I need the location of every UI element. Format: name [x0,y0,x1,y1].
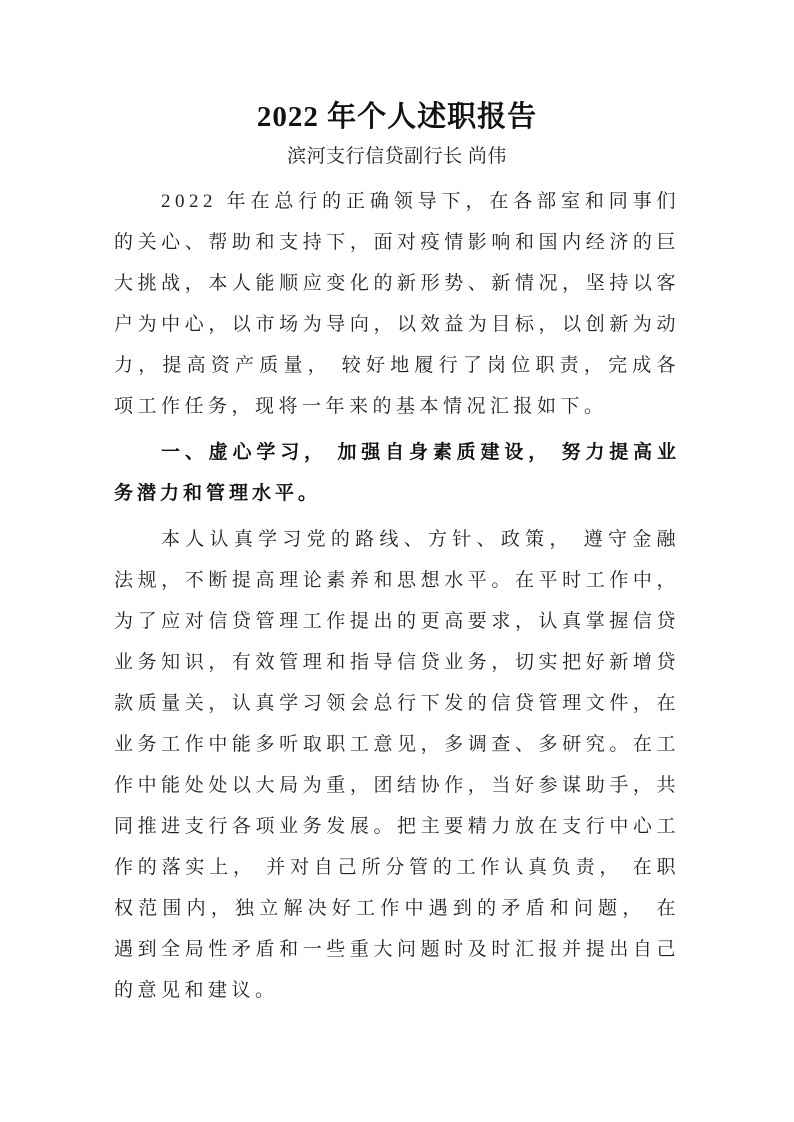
document-subtitle: 滨河支行信贷副行长 尚伟 [287,146,507,167]
paragraph-introduction: 2022 年在总行的正确领导下，在各部室和同事们的关心、帮助和支持下，面对疫情影响和国内经济的巨大挑战，本人能顺应变化的新形势、新情况，坚持以客户为中心，以市场为导向，以效益为目标，以创新为动力，提高资产质量， 较好地履行了岗位职责，完成各项工作任务，现将一年来的基本情况汇报如下。 [114,191,680,417]
document-title: 2022 年个人述职报告 [256,101,538,133]
section-heading-1: 一、虚心学习， 加强自身素质建设， 努力提高业务潜力和管理水平。 [114,442,680,504]
paragraph-section-1-body: 本人认真学习党的路线、方针、政策， 遵守金融法规，不断提高理论素养和思想水平。在平时工作中，为了应对信贷管理工作提出的更高要求，认真掌握信贷业务知识，有效管理和指导信贷业务，切实把好新增贷款质量关，认真学习领会总行下发的信贷管理文件，在业务工作中能多听取职工意见，多调查、多研究。在工作中能处处以大局为重，团结协作，当好参谋助手，共同推进支行各项业务发展。把主要精力放在支行中心工作的落实上， 并对自己所分管的工作认真负责， 在职权范围内，独立解决好工作中遇到的矛盾和问题， 在遇到全局性矛盾和一些重大问题时及时汇报并提出自己的意见和建议。 [114,529,680,1001]
document-content [114,99,680,1011]
